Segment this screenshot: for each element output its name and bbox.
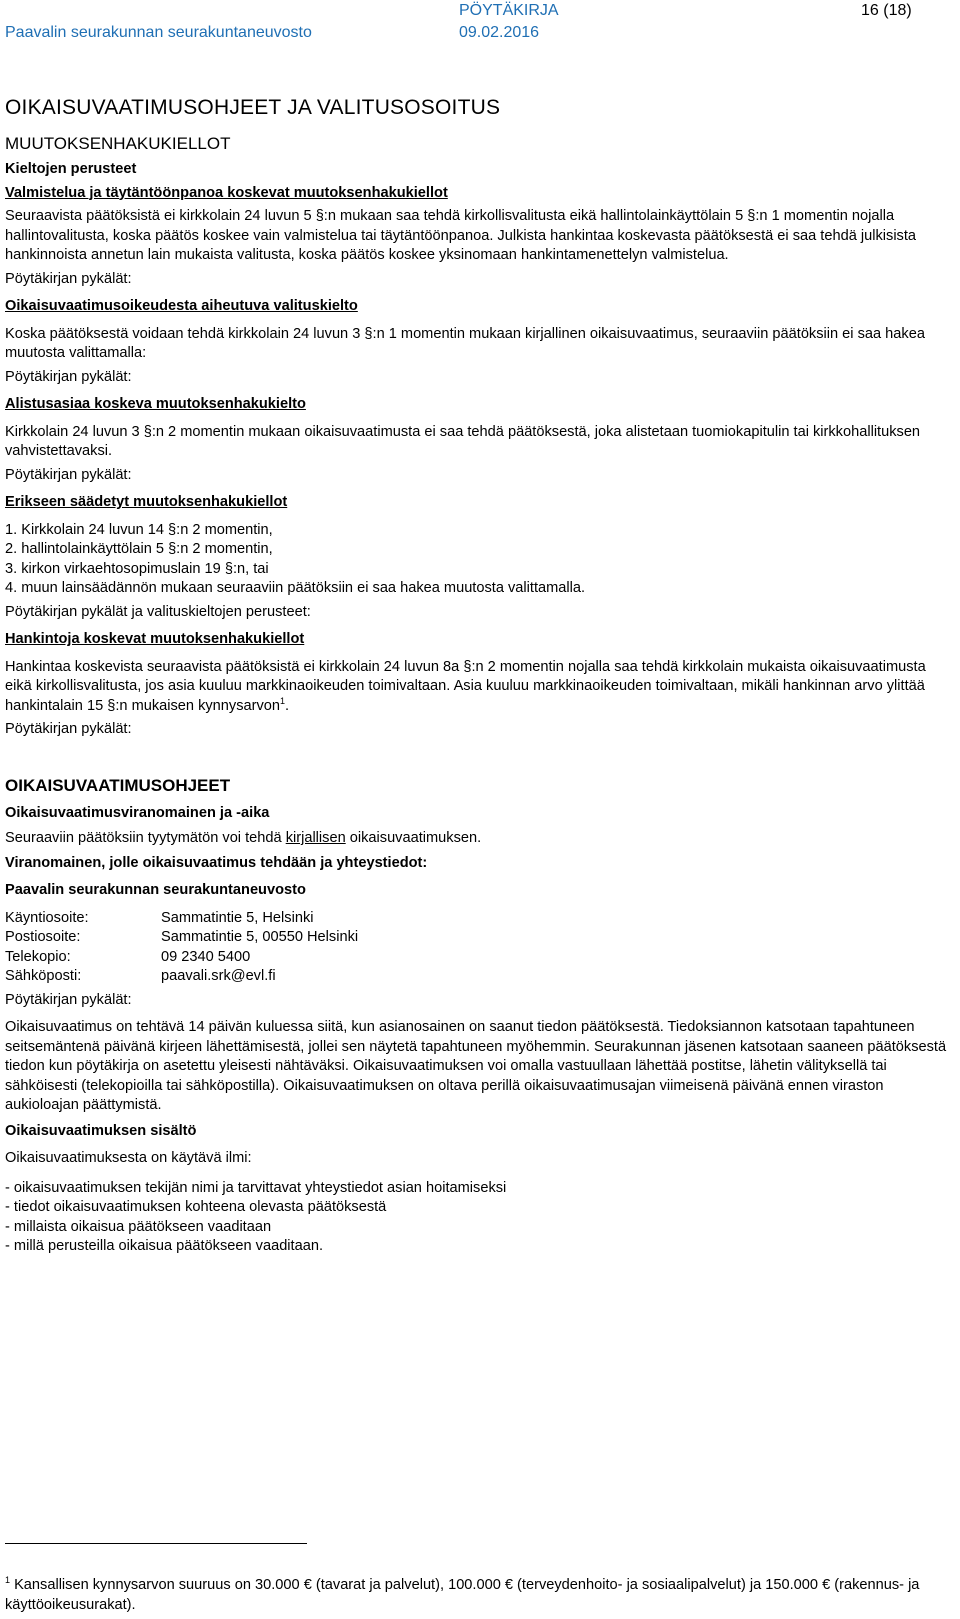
contact-value: 09 2340 5400	[161, 948, 251, 965]
org-name: Paavalin seurakunnan seurakuntaneuvosto	[5, 882, 306, 898]
sisalto-item: - millä perusteilla oikaisua päätökseen vaaditaan.	[5, 1238, 324, 1254]
valmistelu-heading: Valmistelua ja täytäntöönpanoa koskevat muutoksenhakukiellot	[5, 184, 448, 201]
hankinta-body: Hankintaa koskevista seuraavista päätöksistä ei kirkkolain 24 luvun 8a §:n 2 momentin nojalla saa tehdä kirkkolain mukaista oikaisuvaatimusta eikä kirkollisvalitusta, jos asia kuuluu markkinaoikeuden toimivaltaan. Asia kuuluu markkinaoikeuden toimivaltaan, mikäli hankinnan arvo ylittää hankintalain 15 §:n mukaisen kynnysarvon	[5, 658, 926, 714]
contact-label: Postiosoite:	[5, 929, 81, 945]
header-doc-type: PÖYTÄKIRJA	[459, 2, 559, 19]
oikaisu-heading: Oikaisuvaatimusoikeudesta aiheutuva valituskielto	[5, 298, 358, 314]
contact-row	[5, 928, 953, 948]
aika-text: Oikaisuvaatimus on tehtävä 14 päivän kuluessa siitä, kun asianosainen on saanut tiedon päätöksestä. Tiedoksiannon katsotaan tapahtuneen seitsemäntenä päivänä kirjeen lähettämisestä, jollei sen näytetä tapahtuneen myöhemmin. Seurakunnan jäsenen katsotaan saaneen päätöksestä tiedon kun pöytäkirja on asetettu yleisesti nähtäväksi. Oikaisuvaatimuksen voi omalla vastuullaan lähettää postitse, lähetin välityksellä tai sähköisesti (telekopioilla tai sähköpostilla). Oikaisuvaatimuksen on oltava perillä oikaisuvaatimusajan viimeisenä päivänä ennen viraston aukioloajan päättymistä.	[5, 1019, 947, 1113]
contact-row	[5, 967, 953, 987]
hankinta-period: .	[285, 697, 290, 714]
footnote-marker: 1	[5, 1575, 11, 1586]
erikseen-item: 1. Kirkkolain 24 luvun 14 §:n 2 momentin,	[5, 521, 273, 538]
sisalto-item: - tiedot oikaisuvaatimuksen kohteena olevasta päätöksestä	[5, 1199, 387, 1215]
pykalat-label: Pöytäkirjan pykälät:	[5, 368, 132, 385]
contact-value: Sammatintie 5, Helsinki	[161, 909, 314, 926]
sisalto-intro: Oikaisuvaatimuksesta on käytävä ilmi:	[5, 1150, 252, 1166]
header-org: Paavalin seurakunnan seurakuntaneuvosto	[5, 24, 312, 41]
footnote-separator	[5, 1543, 307, 1544]
viranomainen-aika-heading: Oikaisuvaatimusviranomainen ja -aika	[5, 804, 270, 821]
sisalto-item: - millaista oikaisua päätökseen vaaditaan	[5, 1218, 272, 1235]
pykalat-label: Pöytäkirjan pykälät:	[5, 991, 132, 1008]
contact-row	[5, 948, 953, 968]
viranomainen-heading: Viranomainen, jolle oikaisuvaatimus tehdään ja yhteystiedot:	[5, 854, 428, 871]
alistus-text: Kirkkolain 24 luvun 3 §:n 2 momentin mukaan oikaisuvaatimusta ei saa tehdä päätöksestä, joka alistetaan tuomiokapitulin tai kirkkohallituksen vahvistettavaksi.	[5, 423, 921, 459]
contact-list	[5, 909, 953, 987]
contact-row	[5, 909, 953, 929]
oikaisuvaatimusohjeet-title: OIKAISUVAATIMUSOHJEET	[5, 775, 231, 795]
footnote	[5, 1576, 945, 1615]
header-date: 09.02.2016	[459, 24, 540, 41]
oikaisu-text: Koska päätöksestä voidaan tehdä kirkkolain 24 luvun 3 §:n 1 momentin mukaan kirjallinen oikaisuvaatimus, seuraaviin päätöksiin ei saa hakea muutosta valittamalla:	[5, 325, 925, 361]
intro-text	[5, 829, 953, 849]
contact-label: Sähköposti:	[5, 968, 82, 984]
erikseen-heading: Erikseen säädetyt muutoksenhakukiellot	[5, 494, 288, 510]
kieltojen-heading: Kieltojen perusteet	[5, 161, 137, 177]
pykalat-label: Pöytäkirjan pykälät:	[5, 466, 132, 483]
erikseen-item: 3. kirkon virkaehtosopimuslain 19 §:n, tai	[5, 560, 269, 577]
section-title: OIKAISUVAATIMUSOHJEET JA VALITUSOSOITUS	[5, 96, 501, 119]
intro-after: oikaisuvaatimuksen.	[345, 830, 482, 846]
alistus-heading: Alistusasiaa koskeva muutoksenhakukielto	[5, 396, 306, 412]
sisalto-heading: Oikaisuvaatimuksen sisältö	[5, 1122, 197, 1139]
valmistelu-text: Seuraavista päätöksistä ei kirkkolain 24 luvun 5 §:n mukaan saa tehdä kirkollisvalitusta eikä hallintolainkäyttölain 5 §:n 1 momentin nojalla hallintovalitusta, koska päätös koskee vain valmistelua tai täytäntöönpanoa. Julkista hankintaa koskevasta päätöksestä ei saa tehdä julkisista hankinnoista annetun lain mukaista valitusta, koska päätös koskee yksinomaan hankintamenettelyn valmistelua.	[5, 208, 917, 263]
footnote-text: Kansallisen kynnysarvon suuruus on 30.000 € (tavarat ja palvelut), 100.000 € (terveydenhoito- ja sosiaalipalvelut) ja 150.000 € (rakennus- ja käyttöoikeusurakat).	[5, 1577, 920, 1613]
pykalat-label: Pöytäkirjan pykälät:	[5, 270, 132, 287]
pykalat-label: Pöytäkirjan pykälät:	[5, 721, 132, 737]
intro-kirjallisen: kirjallisen	[285, 830, 346, 846]
document-body	[5, 96, 953, 1257]
footnote-ref: 1	[280, 695, 286, 706]
contact-label: Telekopio:	[5, 948, 71, 965]
contact-email: paavali.srk@evl.fi	[161, 968, 276, 984]
sisalto-item: - oikaisuvaatimuksen tekijän nimi ja tarvittavat yhteystiedot asian hoitamiseksi	[5, 1179, 507, 1196]
pykalat-label: Pöytäkirjan pykälät ja valituskieltojen perusteet:	[5, 603, 311, 620]
section-subtitle: MUUTOKSENHAKUKIELLOT	[5, 134, 231, 153]
hankinta-text	[5, 658, 953, 717]
header-page-number: 16 (18)	[861, 2, 912, 19]
contact-value: Sammatintie 5, 00550 Helsinki	[161, 929, 359, 945]
intro-before: Seuraaviin päätöksiin tyytymätön voi tehdä	[5, 830, 286, 846]
contact-label: Käyntiosoite:	[5, 909, 89, 926]
hankinta-heading: Hankintoja koskevat muutoksenhakukiellot	[5, 631, 305, 647]
erikseen-item: 4. muun lainsäädännön mukaan seuraaviin päätöksiin ei saa hakea muutosta valittamalla.	[5, 580, 586, 596]
erikseen-item: 2. hallintolainkäyttölain 5 §:n 2 momentin,	[5, 541, 273, 557]
